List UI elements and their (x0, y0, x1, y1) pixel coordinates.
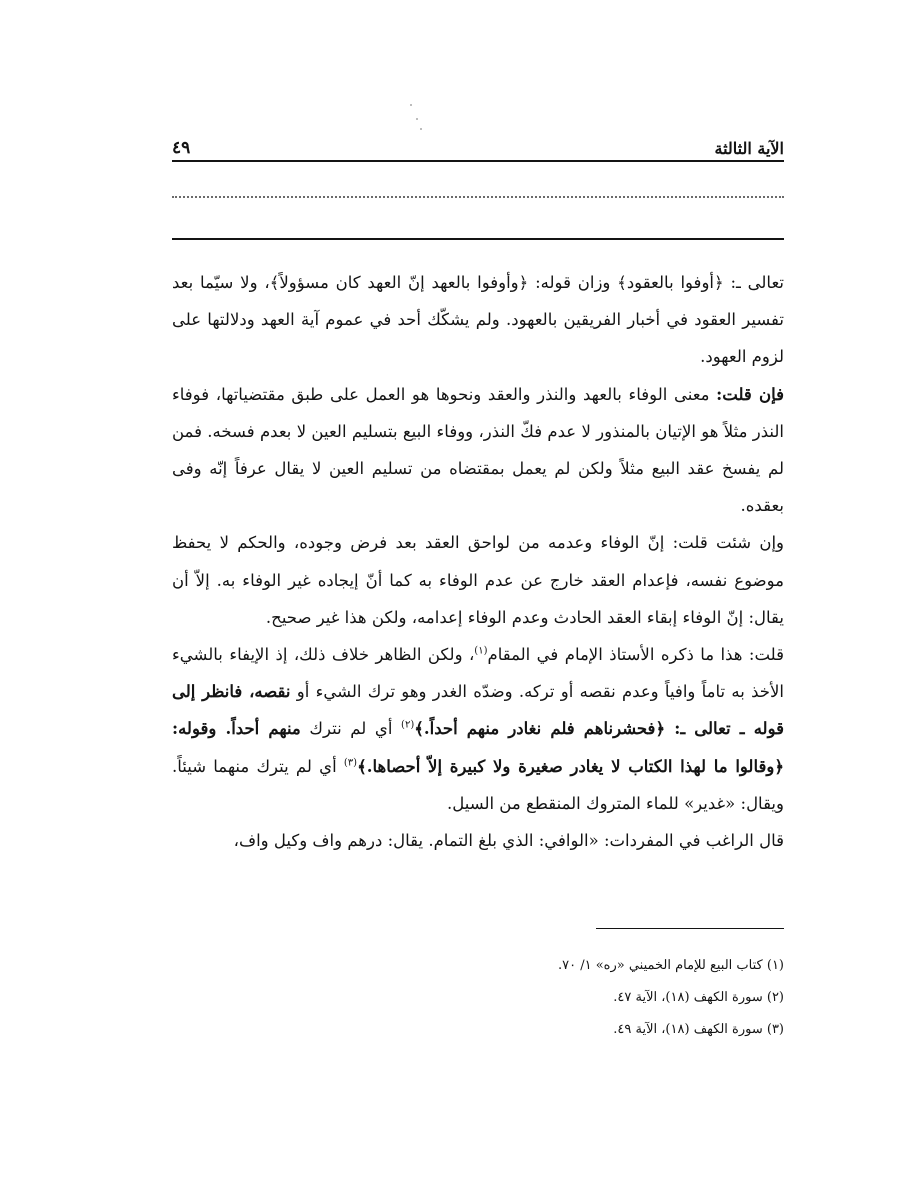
footnote-rule (596, 928, 784, 929)
header-rule (172, 160, 784, 162)
footnote-1: (١) كتاب البيع للإمام الخميني «ره» ١/ ٧٠. (557, 958, 784, 973)
paragraph-5 (172, 822, 784, 859)
section-rule (172, 238, 784, 240)
text-line: أي لم نترك (309, 719, 402, 739)
paragraph-2 (172, 376, 784, 525)
footnote-2: (٢) سورة الكهف (١٨)، الآية ٤٧. (613, 990, 784, 1005)
text-line: بالشيء الأخذ به تاماً وافياً وعدم نقصه أو تركه. وضدّه الغدر وهو ترك الشيء أو (172, 645, 784, 702)
text-line: سيّما بعد تفسير العقود في أخبار الفريقين بالعهود. ولم يشكّك أحد في عموم آية (172, 273, 784, 330)
dotted-separator (172, 196, 784, 198)
scan-speck (420, 128, 422, 130)
text-line: عرفاً إنّه وفى بعقده. (172, 459, 784, 516)
page-number: ٤٩ (172, 138, 191, 158)
paragraph-lead: فإن قلت: (716, 384, 784, 404)
text-line: قال الراغب في المفردات: «الوافي: الذي بلغ التمام. يقال: درهم واف وكيل واف، (233, 831, 784, 851)
text-line: إلاّ أن يقال: إنّ الوفاء إبقاء العقد الحادث وعدم الوفاء إعدامه، ولكن هذا غير صحيح. (172, 570, 784, 627)
paragraph-3 (172, 524, 784, 636)
paragraph-4 (172, 636, 784, 822)
text-line: فسخه. فمن لم يفسخ عقد البيع مثلاً ولكن لم يعمل بمقتضاه من تسليم العين لا يقال (172, 421, 784, 479)
text-line: فوفاء النذر مثلاً هو الإتيان بالمنذور لا عدم فكّ النذر، ووفاء البيع بتسليم العين لا بعدم (172, 384, 784, 441)
scan-speck (416, 118, 418, 120)
text-line: أي لم يترك منهما شيئاً. ويقال: «غدير» للماء المتروك المنقطع من السيل. (172, 756, 784, 813)
footnote-3: (٣) سورة الكهف (١٨)، الآية ٤٩. (613, 1022, 784, 1037)
scan-speck (410, 104, 412, 106)
footnote-ref-3: (٣) (343, 757, 358, 769)
text-line: وإن شئت قلت: إنّ الوفاء وعدمه من لواحق العقد بعد فرض وجوده، والحكم لا (219, 533, 784, 553)
footnote-ref-2: (٢) (401, 719, 415, 731)
text-line: تعالى ـ: ﴿أوفوا بالعقود﴾ وزان قوله: ﴿وأوفوا بالعهد إنّ العهد كان مسؤولاً﴾، ولا (240, 273, 784, 292)
body-text (172, 264, 784, 859)
text-line: معنى الوفاء بالعهد والنذر والعقد ونحوها هو العمل على طبق مقتضياتها، (215, 384, 717, 404)
running-title: الآية الثالثة (714, 139, 784, 158)
text-line: يحفظ موضوع نفسه، فإعدام العقد خارج عن عدم الوفاء به كما أنّ إيجاده غير الوفاء به. (172, 533, 784, 590)
page-header (172, 132, 784, 158)
paragraph-1 (172, 264, 784, 376)
text-line: ، ولكن الظاهر خلاف ذلك، إذ الإيفاء (229, 645, 475, 665)
text-line: العهد ودلالتها على لزوم العهود. (172, 310, 784, 367)
quran-quote: نقصه، فانظر إلى قوله ـ تعالى ـ: ﴿فحشرناهم فلم نغادر منهم أحداً.﴾ (172, 682, 784, 739)
footnote-ref-1: (١) (474, 645, 488, 657)
footnotes (172, 950, 784, 1046)
quran-quote: منهم أحداً. وقوله: ﴿وقالوا ما لهذا الكتاب لا يغادر صغيرة ولا كبيرة إلاّ أحصاها.﴾ (172, 719, 785, 776)
text-line: قلت: هذا ما ذكره الأستاذ الإمام في المقام (487, 645, 784, 665)
